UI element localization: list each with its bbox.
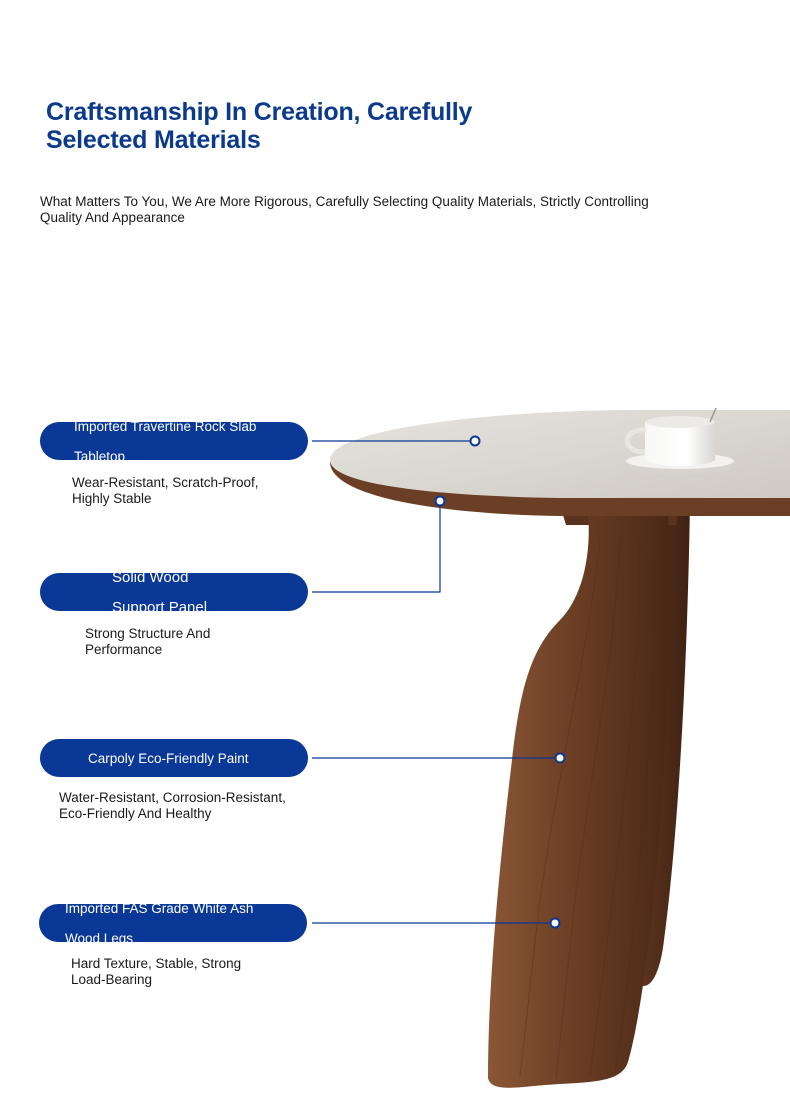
feature-desc-support-panel bbox=[85, 626, 325, 657]
page-subtitle bbox=[40, 194, 720, 226]
feature-label-line-2: Tabletop bbox=[74, 448, 126, 464]
feature-desc-line-1: Water-Resistant, Corrosion-Resistant, bbox=[59, 790, 286, 805]
feature-desc-line-1: Wear-Resistant, Scratch-Proof, bbox=[72, 475, 259, 490]
feature-label-legs bbox=[39, 900, 307, 946]
feature-desc-line-1: Hard Texture, Stable, Strong bbox=[71, 956, 242, 971]
feature-label-paint bbox=[40, 739, 308, 777]
feature-label-line-2: Support Panel bbox=[112, 598, 208, 616]
page-title bbox=[46, 98, 516, 154]
feature-desc-line-2: Performance bbox=[85, 641, 163, 657]
feature-desc-paint bbox=[59, 790, 319, 821]
feature-desc-tabletop bbox=[72, 475, 312, 506]
feature-label-line-1: Imported FAS Grade White Ash bbox=[65, 900, 254, 916]
feature-label-line-1: Carpoly Eco-Friendly Paint bbox=[88, 750, 249, 766]
feature-desc-line-2: Eco-Friendly And Healthy bbox=[59, 805, 212, 821]
title-line-1: Craftsmanship In Creation, Carefully bbox=[46, 98, 473, 126]
tabletop-stone bbox=[330, 410, 790, 498]
subtitle-line-1: What Matters To You, We Are More Rigorous, Carefully Selecting Quality Materials, Strictly Controlling bbox=[40, 194, 649, 209]
subtitle-line-2: Quality And Appearance bbox=[40, 210, 185, 225]
title-line-2: Selected Materials bbox=[46, 126, 261, 154]
feature-desc-line-2: Load-Bearing bbox=[71, 971, 153, 987]
feature-desc-line-1: Strong Structure And bbox=[85, 626, 211, 641]
feature-label-line-1: Solid Wood bbox=[112, 568, 189, 586]
feature-label-line-1: Imported Travertine Rock Slab bbox=[74, 418, 257, 434]
front-leg bbox=[488, 512, 670, 1088]
feature-desc-line-2: Highly Stable bbox=[72, 490, 152, 506]
feature-label-support-panel bbox=[40, 568, 308, 616]
feature-label-line-2: Wood Legs bbox=[65, 930, 134, 946]
feature-label-tabletop bbox=[40, 418, 308, 464]
feature-desc-legs bbox=[71, 956, 311, 987]
